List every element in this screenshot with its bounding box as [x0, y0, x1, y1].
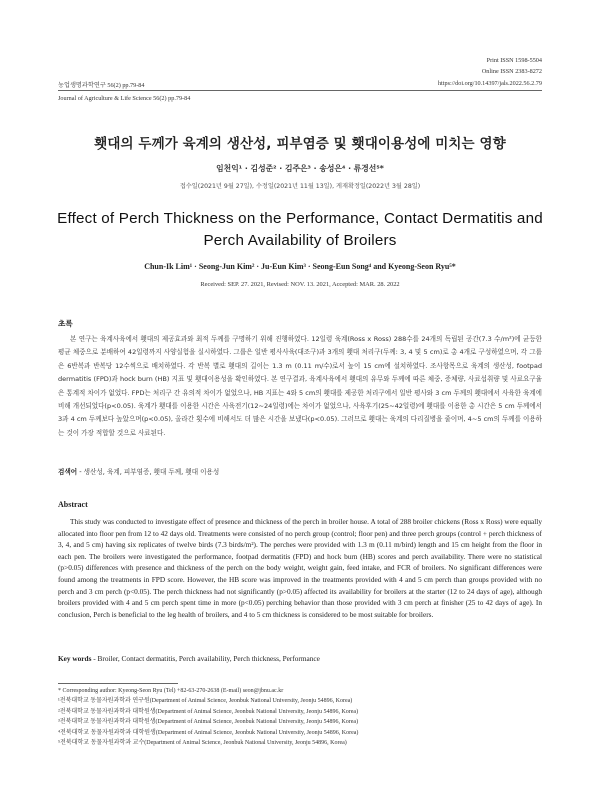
- print-issn: Print ISSN 1598-5504: [486, 57, 542, 64]
- doi-link[interactable]: https://doi.org/10.14397/jals.2022.56.2.79: [437, 80, 542, 87]
- footnote-affiliation-5: ⁵전북대학교 동물자원과학과 교수(Department of Animal Science, Jeonbuk National University, Jeonju 54896, Korea): [58, 740, 347, 747]
- title-korean: 횃대의 두께가 육계의 생산성, 피부염증 및 횃대이용성에 미치는 영향: [94, 136, 506, 152]
- footnote-affiliation-1: ¹전북대학교 동물자원과학과 연구원(Department of Animal Science, Jeonbuk National University, Jeonju 54896, Korea): [58, 698, 353, 705]
- abstract-ko-heading: 초록: [58, 319, 73, 328]
- dates-english: Received: SEP. 27. 2021, Revised: NOV. 13. 2021, Accepted: MAR. 28. 2022: [200, 281, 400, 288]
- keywords-ko-text: - 생산성, 육계, 피부염증, 횃대 두께, 횃대 이용성: [77, 468, 220, 476]
- abstract-en-heading: Abstract: [58, 500, 88, 509]
- keywords-en-text: - Broiler, Contact dermatitis, Perch availability, Perch thickness, Performance: [91, 654, 320, 663]
- footnote-affiliation-2: ²전북대학교 동물자원과학과 대학원생(Department of Animal Science, Jeonbuk National University, Jeonju 54896, Korea): [58, 708, 359, 715]
- footnotes: [58, 686, 542, 748]
- abstract-en-body: This study was conducted to investigate effect of presence and thickness of the perch in broiler house. A total of 288 broiler chickens (Ross x Ross) were equally allocated into floor pen from 12 to 42 days old. Treatments were consisted of no perch group (control; floor pen) and three perch groups (control + perch thickness of 3, 4, and 5 cm) having six replicates of twelve birds (7.3 birds/m²). The perches were provided with 1.3 m (0.11 m/bird) length and 15 cm height from the floor in each pen. The broilers were investigated the performance, footpad dermatitis (FPD) and hock burn (HB) scores and perch availability. There were no statistical (p>0.05) differences with presence and thickness of the perch on the body weight, weight gain, feed intake, and FCR of broilers. No significant differences were found among the treatments in FPD score. However, the HB score was improved in the treatments provided with 4 and 5 cm perch than groups provided with no perch and 3 cm perch (p<0.05). The perch thickness had not significantly (p>0.05) affected its availability for broilers at the starter (12 to 24 days of age), although broilers provided with 4 and 5 cm perch spent time in more (p<0.05) perching behavior than those provided with 3 cm perch at finisher (25 to 42 days of age). In conclusion, Perch is beneficial to the leg health of broilers, and 4 to 5 cm thickness is considered to be most suitable for broilers.: [58, 517, 542, 619]
- footnote-rule: [58, 683, 178, 684]
- authors-korean: 임천익¹ · 김성준² · 김주은³ · 송성은⁴ · 류경선⁵*: [216, 164, 384, 173]
- abstract-ko-body: 본 연구는 육계사육에서 횃대의 제공효과와 최적 두께를 구명하기 위해 진행하였다. 12일령 육계(Ross x Ross) 288수를 24개의 독립된 공간(7.3 수/m²)에 균등한 평균 체중으로 분배하여 42일령까지 사양실험을 실시하였다. 그룹은 일반 평사사육(대조구)과 3개의 횃대 처리구(두께: 3, 4 및 5 cm)로 총 4개로 구성하였으며, 각 그룹은 6반복과 반복당 12수씩으로 배치하였다. 각 반복 별로 횃대의 길이는 1.3 m (0.11 m/수)로서 높이 15 cm에 설치하였다. 조사항목으로 육계의 생산성, footpad dermatitis (FPD)과 hock burn (HB) 지표 및 횃대이용성을 확인하였다. 본 연구결과, 육계사육에서 횃대의 유무와 두께에 따른 체중, 증체량, 사료섭취량 및 사료요구율은 통계적 차이가 없었다. FPD는 처리구 간 유의적 차이가 없었으나, HB 지표는 4와 5 cm의 횃대를 제공한 처리구에서 일반 평사와 3 cm 두께의 횃대에서 사육한 육계에 비해 개선되었다(p<0.05). 육계가 횃대를 이용한 시간은 사육전기(12~24일령)에는 차이가 없었으나, 사육후기(25~42일령)에 횃대를 이용한 총 시간은 5 cm 두께에서 3과 4 cm 두께보다 높았으며(p<0.05), 올라간 횟수에 비해서도 더 많은 시간을 보냈다(p<0.05). 그러므로 횃대는 육계의 다리질병을 줄이며, 4~5 cm의 두께를 이용하는 것이 가장 적합할 것으로 사료된다.: [58, 335, 542, 437]
- footnote-corresponding: * Corresponding author: Kyeong-Seon Ryu (Tel) +82-63-270-2638 (E-mail) seon@jbnu.ac.kr: [58, 688, 284, 694]
- footnote-affiliation-3: ³전북대학교 동물자원과학과 대학원생(Department of Animal Science, Jeonbuk National University, Jeonju 54896, Korea): [58, 719, 359, 726]
- authors-english: Chun-Ik Lim¹ · Seong-Jun Kim² · Ju-Eun Kim³ · Seong-Eun Song⁴ and Kyeong-Seon Ryu⁵*: [144, 262, 456, 271]
- journal-name-en: Journal of Agriculture & Life Science 56(2) pp.79-84: [58, 95, 191, 102]
- keywords-en: [58, 654, 542, 663]
- journal-name-ko: 농업생명과학연구 56(2) pp.79-84: [58, 82, 145, 89]
- keywords-ko: [58, 466, 542, 476]
- footnote-affiliation-4: ⁴전북대학교 동물자원과학과 대학원생(Department of Animal Science, Jeonbuk National University, Jeonju 54896, Korea): [58, 729, 359, 736]
- title-english: Effect of Perch Thickness on the Performance, Contact Dermatitis and Perch Availability of Broilers: [57, 210, 543, 249]
- online-issn: Online ISSN 2383-8272: [481, 68, 542, 75]
- header-rule: [58, 90, 542, 91]
- dates-korean: 접수일(2021년 9월 27일), 수정일(2021년 11월 13일), 게재확정일(2022년 3월 28일): [179, 183, 421, 190]
- keywords-en-label: Key words: [58, 654, 92, 663]
- keywords-ko-label: 검색어: [58, 468, 78, 476]
